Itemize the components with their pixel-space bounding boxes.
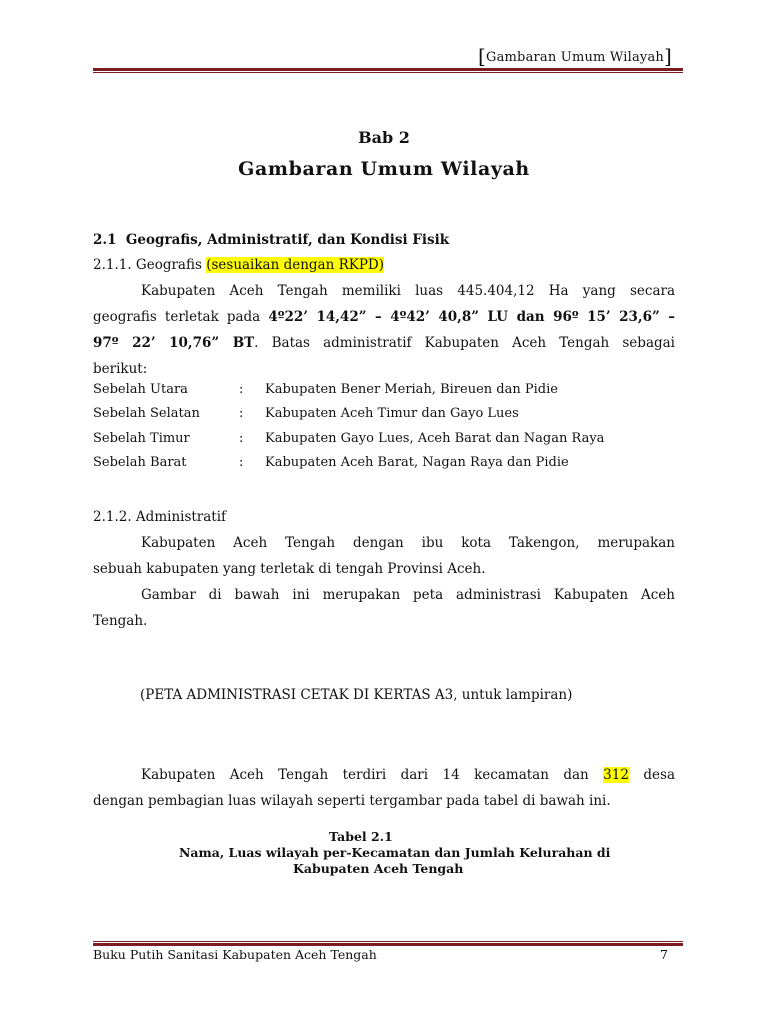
section-heading — [93, 232, 449, 248]
table-title-line-1: Nama, Luas wilayah per-Kecamatan dan Jumlah Kelurahan di — [179, 845, 611, 860]
geo-line-2 — [93, 304, 675, 330]
footer-title: Buku Putih Sanitasi Kabupaten Aceh Tengah — [93, 947, 377, 962]
geo-line-3 — [93, 330, 675, 356]
desa-count-highlight: 312 — [603, 767, 629, 783]
boundary-value: Kabupaten Aceh Barat, Nagan Raya dan Pidie — [265, 455, 569, 470]
header-title: Gambaran Umum Wilayah — [485, 50, 664, 65]
section-number: 2.1 — [93, 232, 117, 248]
footer-rule-thick — [93, 943, 683, 946]
subsection-administratif: 2.1.2. Administratif — [93, 509, 227, 525]
header-bracket-open: [ — [477, 44, 486, 68]
boundary-sep: : — [239, 431, 244, 446]
geo-line-2-text: geografis terletak pada — [93, 309, 269, 325]
admin-line-1: Kabupaten Aceh Tengah dengan ibu kota Takengon, merupakan — [141, 535, 675, 551]
boundary-value: Kabupaten Gayo Lues, Aceh Barat dan Nagan Raya — [265, 431, 605, 446]
chapter-label: Bab 2 — [358, 128, 410, 147]
header-rule-thick — [93, 68, 683, 71]
section-title: Geografis, Administratif, dan Kondisi Fisik — [125, 232, 450, 248]
geo-line-3-text: . Batas administratif Kabupaten Aceh Tengah sebagai — [254, 335, 675, 351]
page-number: 7 — [660, 947, 668, 962]
footer-rule-thin — [93, 941, 683, 942]
boundary-side: Sebelah Barat — [93, 455, 187, 470]
boundary-side: Sebelah Timur — [93, 431, 190, 446]
running-header — [478, 44, 672, 68]
rkpd-note: (sesuaikan dengan RKPD) — [206, 257, 385, 273]
table-label: Tabel 2.1 — [329, 829, 393, 844]
geo-line-4: berikut: — [93, 361, 148, 377]
geo-line-1: Kabupaten Aceh Tengah memiliki luas 445.404,12 Ha yang secara — [141, 283, 675, 299]
kec-text: Kabupaten Aceh Tengah terdiri dari 14 kecamatan dan — [141, 767, 604, 783]
subsection-geografis — [93, 252, 675, 278]
boundary-row — [93, 406, 693, 430]
admin-line-3: Gambar di bawah ini merupakan peta administrasi Kabupaten Aceh — [141, 587, 675, 603]
boundary-sep: : — [239, 382, 244, 397]
coordinates-bt: 97º 22’ 10,76” BT — [93, 335, 255, 351]
admin-line-2: sebuah kabupaten yang terletak di tengah Provinsi Aceh. — [93, 561, 486, 577]
header-bracket-close: ] — [663, 44, 672, 68]
table-caption — [93, 829, 675, 877]
boundary-side: Sebelah Utara — [93, 382, 188, 397]
subsection-label: 2.1.1. Geografis — [93, 257, 207, 273]
kec-line-1 — [93, 762, 675, 788]
kec-text-post: desa — [628, 767, 675, 783]
kec-line-2: dengan pembagian luas wilayah seperti tergambar pada tabel di bawah ini. — [93, 793, 611, 809]
coordinates-lu: 4º22’ 14,42” – 4º42’ 40,8” LU dan 96º 15’ 23,6” – — [268, 309, 675, 325]
boundary-sep: : — [239, 406, 244, 421]
admin-line-4: Tengah. — [93, 613, 148, 629]
boundary-sep: : — [239, 455, 244, 470]
boundary-value: Kabupaten Bener Meriah, Bireuen dan Pidie — [265, 382, 558, 397]
boundary-row — [93, 382, 693, 406]
boundary-row — [93, 455, 693, 479]
boundary-row — [93, 431, 693, 455]
table-title-line-2: Kabupaten Aceh Tengah — [293, 861, 464, 876]
boundary-value: Kabupaten Aceh Timur dan Gayo Lues — [265, 406, 519, 421]
boundary-side: Sebelah Selatan — [93, 406, 200, 421]
map-placeholder-note: (PETA ADMINISTRASI CETAK DI KERTAS A3, untuk lampiran) — [140, 687, 573, 703]
chapter-title: Gambaran Umum Wilayah — [238, 158, 530, 180]
header-rule-thin — [93, 72, 683, 73]
